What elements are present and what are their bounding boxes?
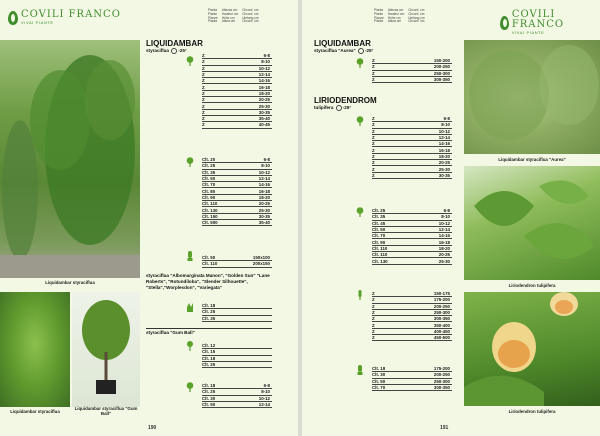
size-range: 20-25 (258, 97, 270, 103)
price-table-2 (202, 157, 272, 226)
genus-name: LIQUIDAMBAR (146, 39, 203, 48)
header-columns (208, 9, 259, 24)
size-code: Clt. 130 (372, 258, 388, 264)
header-col-girth: Circonf. cm Circonf. cm Umfang cm Circonf. cm (408, 8, 425, 24)
size-code: Clt. 50 (372, 227, 386, 233)
size-range: 14-16 (438, 233, 450, 239)
size-range: 8-10 (441, 122, 450, 128)
hardiness-icon (358, 48, 364, 54)
size-range: 16-18 (438, 147, 450, 153)
size-code: Clt. 70 (202, 182, 216, 188)
size-code: Z (372, 303, 375, 309)
size-code: Clt. 70 (372, 385, 386, 391)
table-row (202, 402, 272, 408)
size-range: 10-12 (258, 395, 270, 401)
leaf-logo-icon (8, 11, 18, 25)
size-range: 200-250 (433, 372, 450, 378)
header-col-girth: Circonf. cm Circonf. cm Umfang cm Circonf. cm (242, 8, 259, 24)
size-range: 175-200 (433, 297, 450, 303)
header-col-plant: Pianta Plante Planze Planta (374, 8, 384, 24)
left-page (0, 0, 298, 436)
size-code: Z (372, 160, 375, 166)
table-row (202, 316, 272, 322)
size-code: Clt. 90 (202, 194, 216, 200)
size-code: Clt. 50 (202, 255, 216, 261)
size-code: Z (372, 166, 375, 172)
size-range: 30-35 (258, 213, 270, 219)
size-range: 40-45 (258, 122, 270, 128)
size-code: Clt. 35 (202, 315, 216, 321)
table-row (202, 220, 272, 226)
size-range: 10-12 (258, 169, 270, 175)
size-range: 6-8 (263, 53, 270, 59)
liquidambar-photo-large (0, 40, 140, 278)
size-code: Z (372, 291, 375, 297)
table-row (372, 173, 452, 179)
size-range: 250-300 (433, 70, 450, 76)
size-range: 6-8 (263, 383, 270, 389)
size-code: Z (372, 297, 375, 303)
size-code: Z (202, 59, 205, 65)
variety-name: styraciflua -25° (146, 48, 187, 54)
table-row (202, 362, 272, 368)
size-code: Clt. 25 (202, 309, 216, 315)
size-code: Z (372, 58, 375, 64)
ball-tree-icon (186, 341, 194, 351)
size-range: 6-8 (263, 157, 270, 163)
size-code: Z (372, 322, 375, 328)
size-range: 14-16 (258, 182, 270, 188)
brand-logo (8, 10, 121, 25)
size-code: Clt. 18 (202, 303, 216, 309)
genus-name: LIRIODENDROM (314, 96, 377, 105)
price-table-4 (202, 303, 272, 322)
hardiness-icon (171, 48, 177, 54)
size-code: Z (372, 77, 375, 83)
tree-icon (186, 157, 194, 167)
size-code: Clt. 25 (202, 389, 216, 395)
pot-tree-icon (186, 251, 194, 261)
size-range: 35-40 (258, 116, 270, 122)
size-code: Z (372, 128, 375, 134)
size-range: 18-20 (438, 245, 450, 251)
size-range: 30-35 (438, 172, 450, 178)
table-row (372, 77, 452, 83)
size-range: 175-200 (433, 366, 450, 372)
price-table-3 (202, 255, 272, 268)
tulip-flower-photo (464, 292, 600, 406)
size-range: 25-30 (258, 103, 270, 109)
header-col-height: Altezza cm Hauteur cm Höhe cm Altura cm (221, 8, 239, 24)
cultivars-heading: styraciflua "Albomarginata Manon", "Golden Sun" "Lane Roberts", "Rotundiloba", "Slender Silhouette", "Stella","Worplesdon", "Variegata" (146, 273, 270, 290)
price-table-1 (202, 53, 272, 129)
price-table-lirio-2 (372, 208, 452, 265)
tulip-leaf-photo (464, 166, 600, 280)
size-code: Z (372, 135, 375, 141)
tree-icon (356, 58, 364, 68)
size-range: 20-25 (438, 252, 450, 258)
leaf-logo-icon (500, 16, 509, 30)
size-code: Clt. 18 (202, 355, 216, 361)
size-range: 6-8 (443, 208, 450, 214)
size-range: 12-14 (258, 402, 270, 408)
size-code: Clt. 20 (202, 157, 216, 163)
size-code: Clt. 18 (202, 383, 216, 389)
size-code: Z (372, 70, 375, 76)
page-number: 190 (148, 425, 157, 431)
size-code: Clt. 110 (372, 252, 388, 258)
size-range: 10-12 (438, 220, 450, 226)
aurea-photo (464, 40, 600, 154)
table-row (372, 385, 452, 391)
size-code: Clt. 25 (372, 208, 386, 214)
size-code: Clt. 80 (202, 188, 216, 194)
caption-large-photo: Liquidambar styraciflua (45, 280, 95, 285)
size-range: 18-20 (258, 90, 270, 96)
size-range: 10-12 (258, 65, 270, 71)
size-range: 150-175 (433, 291, 450, 297)
size-range: 450-500 (433, 335, 450, 341)
gum-ball-photo (72, 292, 140, 407)
tree-icon (186, 382, 194, 392)
size-range: 12-14 (438, 135, 450, 141)
size-code: Clt. 50 (202, 402, 216, 408)
size-range: 150-200 (433, 58, 450, 64)
size-code: Z (202, 109, 205, 115)
size-code: Z (372, 141, 375, 147)
size-range: 300-350 (433, 385, 450, 391)
variety-name: tulipifera -25° (314, 105, 352, 111)
size-range: 25-30 (438, 258, 450, 264)
size-code: Z (372, 122, 375, 128)
size-range: 20-25 (438, 160, 450, 166)
table-row (202, 261, 272, 267)
tall-tree-icon (356, 290, 364, 300)
size-code: Z (202, 103, 205, 109)
brand-tagline: VIVAI PIANTE (511, 30, 545, 35)
price-table-lirio-1 (372, 116, 452, 179)
size-range: 12-14 (438, 227, 450, 233)
price-table-6 (202, 383, 272, 408)
size-code: Z (202, 90, 205, 96)
size-code: Clt. 35 (202, 169, 216, 175)
right-page (302, 0, 600, 436)
size-range: 18-20 (438, 153, 450, 159)
header-col-height: Altezza cm Hauteur cm Höhe cm Altura cm (387, 8, 405, 24)
size-range: 200x150 (252, 261, 270, 267)
size-code: Z (202, 53, 205, 59)
brand-tagline: VIVAI PIANTE (21, 20, 54, 25)
size-range: 30-35 (258, 109, 270, 115)
hardiness-icon (336, 105, 342, 111)
size-code: Clt. 50 (372, 378, 386, 384)
size-range: 200-250 (433, 303, 450, 309)
size-range: 8-10 (261, 59, 270, 65)
size-code: Clt. 70 (372, 233, 386, 239)
shrub-icon (186, 302, 194, 312)
size-code: Clt. 90 (372, 239, 386, 245)
pot-tree-icon (356, 365, 364, 375)
size-range: 25-30 (438, 166, 450, 172)
size-code: Z (372, 310, 375, 316)
caption-shrub-photo: Liquidambar styraciflua (10, 409, 60, 414)
size-code: Z (202, 84, 205, 90)
size-range: 25-30 (258, 207, 270, 213)
tree-icon (186, 56, 194, 66)
size-code: Z (372, 335, 375, 341)
liquidambar-photo-shrub (0, 292, 70, 407)
size-range: 14-16 (438, 141, 450, 147)
size-code: Z (372, 153, 375, 159)
species-heading-liriodendron (314, 97, 377, 111)
page-number: 191 (440, 425, 449, 431)
table-row (372, 258, 452, 264)
size-range: 16-18 (258, 84, 270, 90)
size-code: Z (202, 122, 205, 128)
size-range: 12-14 (258, 72, 270, 78)
price-table-aurea (372, 58, 452, 83)
size-code: Clt. 45 (372, 220, 386, 226)
size-range: 14-16 (258, 78, 270, 84)
species-heading-aurea (314, 40, 373, 54)
size-range: 6-8 (443, 116, 450, 122)
size-code: Z (372, 116, 375, 122)
size-range: 350-400 (433, 322, 450, 328)
size-code: Z (202, 72, 205, 78)
price-table-lirio-4 (372, 366, 452, 391)
size-range: 200-250 (433, 64, 450, 70)
size-code: Clt. 110 (202, 261, 218, 267)
size-code: Z (202, 116, 205, 122)
caption-tulip-flower-photo: Liriodendron tulipifera (508, 409, 556, 414)
size-range: 400-450 (433, 328, 450, 334)
size-code: Clt. 500 (202, 220, 218, 226)
species-heading (146, 40, 203, 54)
size-code: Z (372, 316, 375, 322)
size-range: 20-25 (258, 201, 270, 207)
size-code: Clt. 110 (372, 245, 388, 251)
tree-icon (356, 207, 364, 217)
size-range: 16-18 (258, 188, 270, 194)
caption-aurea-photo: Liquidambar styraciflua "Aurea" (498, 157, 566, 162)
size-range: 35-40 (258, 220, 270, 226)
size-range: 300-350 (433, 77, 450, 83)
size-code: Z (202, 65, 205, 71)
size-code: Z (372, 64, 375, 70)
size-code: Clt. 150 (202, 213, 218, 219)
price-table-lirio-3 (372, 291, 452, 341)
header-columns (374, 9, 425, 24)
size-range: 8-10 (261, 163, 270, 169)
gumball-heading: styraciflua "Gum Ball" (146, 330, 195, 335)
size-range: 300-350 (433, 316, 450, 322)
size-code: Clt. 25 (202, 163, 216, 169)
price-table-5 (202, 343, 272, 368)
size-code: Z (372, 172, 375, 178)
size-range: 250-300 (433, 310, 450, 316)
section-divider (146, 328, 272, 329)
size-code: Clt. 15 (202, 349, 216, 355)
genus-name: LIQUIDAMBAR (314, 39, 371, 48)
size-range: 150x100 (252, 255, 270, 261)
size-range: 18-20 (258, 194, 270, 200)
size-code: Z (372, 328, 375, 334)
size-code: Clt. 50 (202, 176, 216, 182)
tree-icon (356, 116, 364, 126)
size-code: Clt. 30 (202, 395, 216, 401)
size-code: Clt. 35 (372, 214, 386, 220)
size-code: Z (202, 78, 205, 84)
size-code: Clt. 130 (202, 207, 218, 213)
size-range: 8-10 (441, 214, 450, 220)
variety-name: styraciflua "Aurea" -25° (314, 48, 374, 54)
table-row (372, 335, 452, 341)
header-col-plant: Pianta Plante Planze Planta (208, 8, 218, 24)
brand-name: COVILI FRANCO (511, 9, 565, 30)
size-range: 8-10 (261, 389, 270, 395)
size-code: Z (202, 97, 205, 103)
caption-tulip-leaf-photo: Liriodendron tulipifera (508, 283, 556, 288)
size-code: Clt. 12 (202, 343, 216, 349)
size-range: 250-300 (433, 378, 450, 384)
size-code: Clt. 25 (202, 362, 216, 368)
size-range: 10-12 (438, 128, 450, 134)
table-row (202, 122, 272, 128)
size-range: 12-14 (258, 176, 270, 182)
size-code: Clt. 110 (202, 201, 218, 207)
size-code: Z (372, 147, 375, 153)
size-range: 16-18 (438, 239, 450, 245)
brand-logo (500, 10, 600, 35)
brand-name: COVILI FRANCO (21, 9, 121, 20)
caption-gumball-photo: Liquidambar styraciflua "Gum Ball" (74, 406, 138, 416)
size-code: Clt. 30 (372, 372, 386, 378)
size-code: Clt. 18 (372, 366, 386, 372)
